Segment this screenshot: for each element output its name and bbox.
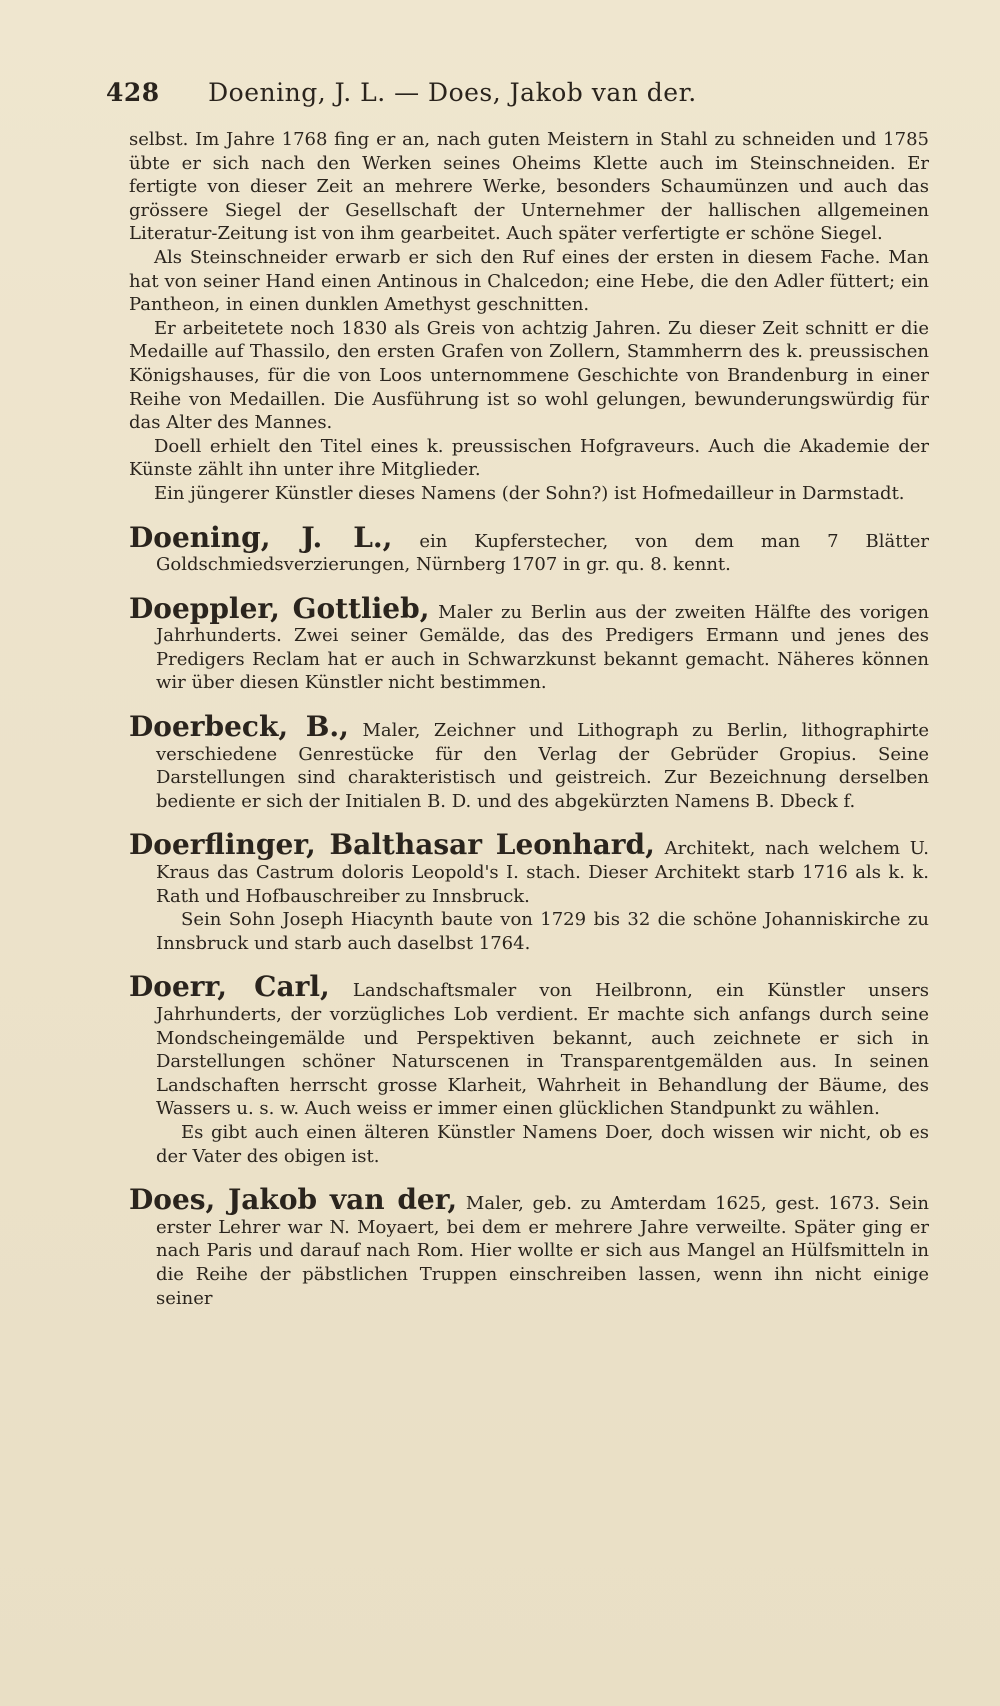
intro-paragraph: selbst. Im Jahre 1768 fing er an, nach guten Meistern in Stahl zu schneiden und 1785 übte er sich nach den Werken seines Oheims Klette auch im Steinschneiden. Er fertigte von dieser Zeit an mehrere Werke, besonders Schaumünzen und auch das grössere Siegel der Gesellschaft der Unternehmer der hallischen allgemeinen Literatur-Zeitung ist von ihm gearbeitet. Auch später verfertigte er schöne Siegel. xyxy=(129,129,929,245)
entry-name: Doeppler, Gottlieb, xyxy=(129,591,430,625)
entry-does xyxy=(129,1183,929,1310)
entry-text: Maler, geb. zu Amterdam 1625, gest. 1673. Sein erster Lehrer war N. Moyaert, bei dem er mehrere Jahre verweilte. Später ging er nach Paris und darauf nach Rom. Hier wollte er sich aus Mangel an Hülfsmitteln in die Reihe der päbstlichen Truppen einschreiben lassen, wenn ihn nicht einige seiner xyxy=(156,1193,929,1309)
entry-doerr xyxy=(129,970,929,1121)
entry-doeppler xyxy=(129,591,929,695)
page-content xyxy=(129,128,929,1310)
running-header xyxy=(106,78,926,107)
entry-name: Doerflinger, Balthasar Leonhard, xyxy=(129,828,655,862)
entry-text: Maler zu Berlin aus der zweiten Hälfte des vorigen Jahrhunderts. Zwei seiner Gemälde, das des Predigers Ermann und jenes des Predigers Reclam hat er auch in Schwarzkunst bekannt gemacht. Näheres können wir über diesen Künstler nicht bestimmen. xyxy=(156,601,929,694)
entry-doening xyxy=(129,520,929,577)
entry-name: Doerr, Carl, xyxy=(129,970,330,1004)
entry-name: Does, Jakob van der, xyxy=(129,1183,458,1217)
entry-name: Doerbeck, B., xyxy=(129,710,349,744)
entry-doerflinger xyxy=(129,828,929,908)
entry-text: ein Kupferstecher, von dem man 7 Blätter Goldschmiedsverzierungen, Nürnberg 1707 in gr. qu. 8. kennt. xyxy=(156,530,929,576)
intro-paragraph: Er arbeitetete noch 1830 als Greis von achtzig Jahren. Zu dieser Zeit schnitt er die Medaille auf Thassilo, den ersten Grafen von Zollern, Stammherrn des k. preussischen Königshauses, für die von Loos unternommene Geschichte von Brandenburg in einer Reihe von Medaillen. Die Ausführung ist so wohl gelungen, bewunderungswürdig für das Alter des Mannes. xyxy=(129,317,929,434)
entry-text: Maler, Zeichner und Lithograph zu Berlin, lithographirte verschiedene Genrestücke für den Verlag der Gebrüder Gropius. Seine Darstellungen sind charakteristisch und geistreich. Zur Bezeichnung derselben bediente er sich der Initialen B. D. und des abgekürzten Namens B. Dbeck f. xyxy=(156,720,929,812)
running-title: Doening, J. L. — Does, Jakob van der. xyxy=(208,78,697,107)
entry-text: Architekt, nach welchem U. Kraus das Castrum doloris Leopold's I. stach. Dieser Architekt starb 1716 als k. k. Rath und Hofbauschreiber zu Innsbruck. xyxy=(156,838,929,907)
page-number: 428 xyxy=(106,78,160,107)
entry-doerbeck xyxy=(129,710,929,813)
entry-text: Landschaftsmaler von Heilbronn, ein Künstler unsers Jahrhunderts, der vorzügliches Lob verdient. Er machte sich anfangs durch seine Mondscheingemälde und Perspektiven bekannt, auch zeichnete er sich in Darstellungen schöner Naturscenen in Transparentgemälden aus. In seinen Landschaften herrscht grosse Klarheit, Wahrheit in Behandlung der Bäume, des Wassers u. s. w. Auch weiss er immer einen glücklichen Standpunkt zu wählen. xyxy=(156,980,929,1120)
intro-paragraph: Doell erhielt den Titel eines k. preussischen Hofgraveurs. Auch die Akademie der Künste zählt ihn unter ihre Mitglieder. xyxy=(129,435,929,481)
entry-doerflinger-extra: Sein Sohn Joseph Hiacynth baute von 1729 bis 32 die schöne Johanniskirche zu Innsbruck und starb auch daselbst 1764. xyxy=(156,909,929,954)
entry-doerr-extra: Es gibt auch einen älteren Künstler Namens Doer, doch wissen wir nicht, ob es der Vater des obigen ist. xyxy=(156,1121,929,1167)
intro-paragraph: Ein jüngerer Künstler dieses Namens (der Sohn?) ist Hofmedailleur in Darmstadt. xyxy=(154,482,905,504)
intro-paragraph: Als Steinschneider erwarb er sich den Ruf eines der ersten in diesem Fache. Man hat von seiner Hand einen Antinous in Chalcedon; eine Hebe, die den Adler füttert; ein Pantheon, in einen dunklen Amethyst geschnitten. xyxy=(129,246,929,316)
entry-name: Doening, J. L., xyxy=(129,520,393,554)
